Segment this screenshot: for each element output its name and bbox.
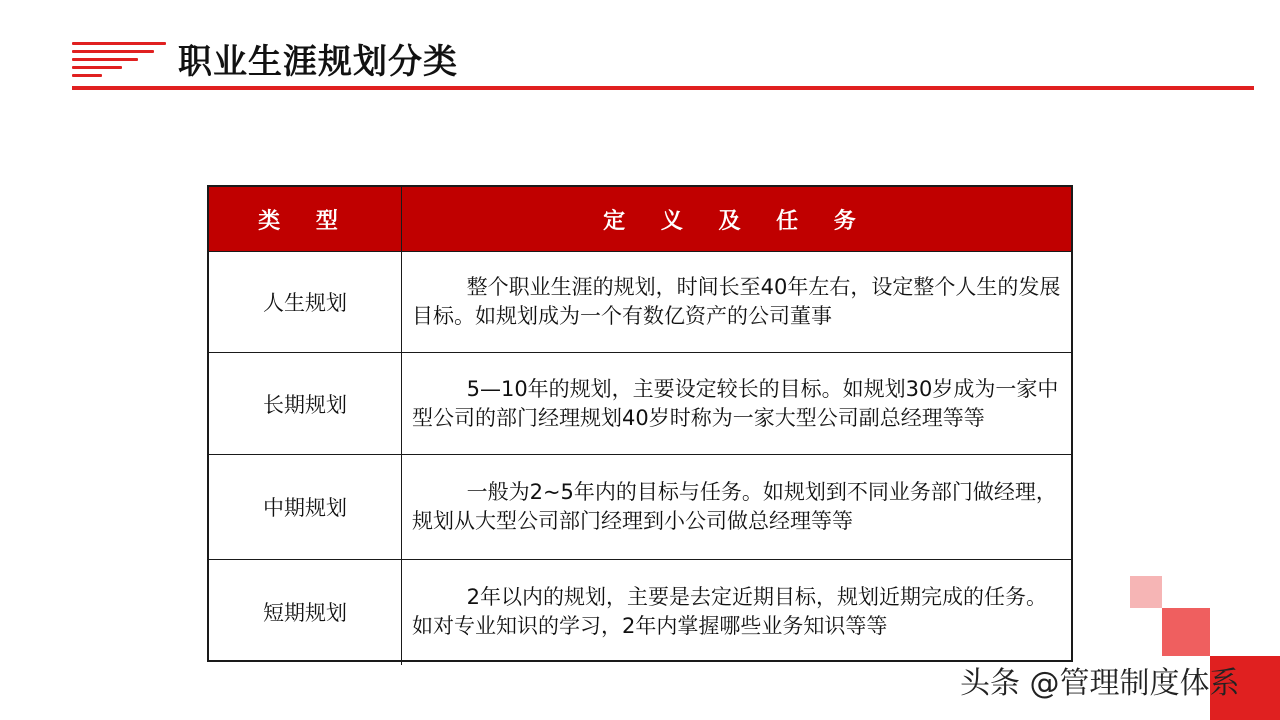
table-row (209, 252, 1071, 353)
page-title: 职业生涯规划分类 (178, 42, 458, 82)
header-stripes-logo (72, 42, 168, 82)
decorative-square-light (1130, 576, 1162, 608)
row-description-cell: 2年以内的规划，主要是去定近期目标，规划近期完成的任务。如对专业知识的学习，2年内掌握哪些业务知识等等 (412, 585, 1047, 639)
decorative-square-mid (1162, 608, 1210, 656)
table-row (209, 560, 1071, 665)
row-description-cell: 整个职业生涯的规划，时间长至40年左右，设定整个人生的发展目标。如规划成为一个有数亿资产的公司董事 (402, 252, 1072, 353)
row-type-cell: 中期规划 (209, 455, 402, 560)
column-header-type: 类 型 (209, 187, 402, 252)
table-header-row (209, 187, 1071, 252)
row-description-cell: 一般为2~5年内的目标与任务。如规划到不同业务部门做经理，规划从大型公司部门经理到小公司做总经理等等 (402, 455, 1072, 560)
row-type-cell: 短期规划 (209, 560, 402, 665)
row-type-cell: 人生规划 (209, 252, 402, 353)
table-row (209, 455, 1071, 560)
career-plan-table (207, 185, 1073, 662)
title-divider (72, 86, 1254, 90)
table-row (209, 353, 1071, 455)
column-header-definition: 定 义 及 任 务 (402, 187, 1072, 252)
watermark-text: 头条 @管理制度体系 (960, 666, 1240, 701)
row-type-cell: 长期规划 (209, 353, 402, 455)
row-description-cell: 5—10年的规划，主要设定较长的目标。如规划30岁成为一家中型公司的部门经理规划40岁时称为一家大型公司副总经理等等 (402, 353, 1072, 455)
